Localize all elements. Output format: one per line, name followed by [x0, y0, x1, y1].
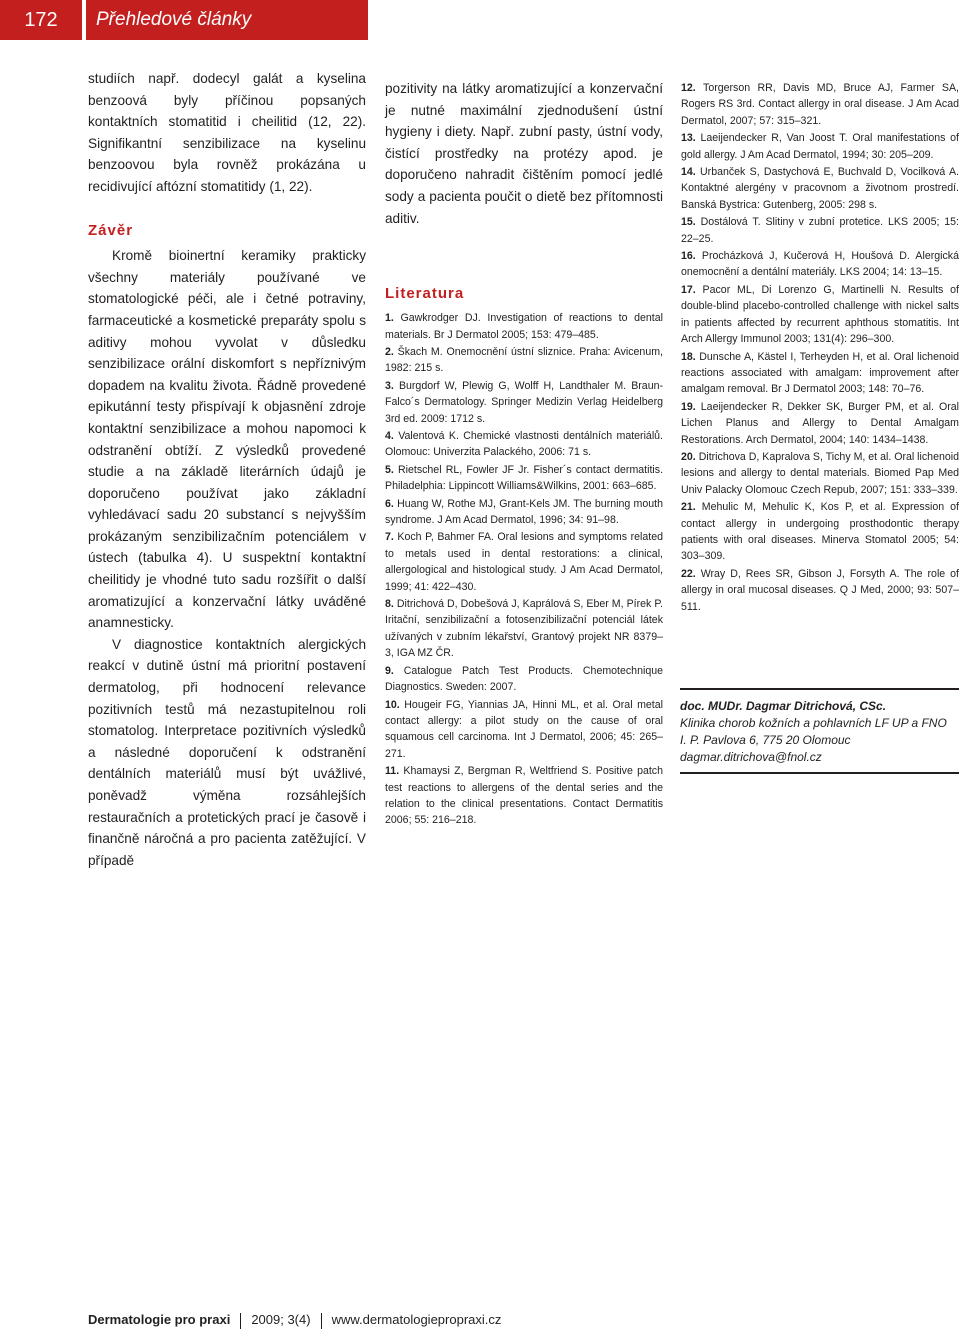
reference-number: 14. [681, 166, 701, 179]
reference-text: Catalogue Patch Test Products. Chemotechnique Diagnostics. Sweden: 2007. [385, 664, 663, 694]
journal-url[interactable]: www.dermatologiepropraxi.cz [331, 1312, 502, 1327]
footer-divider [240, 1313, 241, 1329]
reference-item [681, 130, 959, 163]
reference-item [385, 496, 663, 529]
reference-item [385, 428, 663, 461]
reference-number: 6. [385, 497, 398, 510]
reference-text: Laeijendecker R, Dekker SK, Burger PM, et al. Oral Lichen Planus and Allergy to Dental Amalgam Restorations. Arch Dermatol, 2004; 140: 1434–1438. [681, 400, 960, 446]
reference-text: Khamaysi Z, Bergman R, Weltfriend S. Positive patch test reactions to allergens of the dental series and the relation to the clinical presentations. Contact Dermatitis 2006; 55: 216–218. [385, 765, 663, 827]
reference-number: 9. [385, 664, 404, 677]
issue-info: 2009; 3(4) [251, 1312, 311, 1327]
page-number: 172 [0, 0, 82, 40]
conclusion-paragraph-1: Kromě bioinertní keramiky prakticky všechny materiály používané ve stomatologické péči, ale i četné potraviny, farmaceutické a kosmetické preparáty spolu s aditivy mohou vyvolat v důsledku senzibilizace orální diskomfort s nepříznivým dopadem na kvalitu života. Řádně provedené epikutánní testy přispívají k objasnění zdroje kontaktní senzibilizace a mohou napomoci k odstranění obtíží. Z výsledků provedené studie a na základě literárních údajů je doporučeno používat jako základní vyhledávací sadu 20 substancí s nejvyšším prokázaným senzibilizačním potenciálem v ústech (tabulka 4). U suspektní kontaktní cheilitidy je vhodné tuto sadu rozšířit o další aromatizující a konzervační látky uváděné anamnesticky. [88, 248, 366, 631]
reference-text: Škach M. Onemocnění ústní sliznice. Praha: Avicenum, 1982: 215 s. [385, 345, 663, 375]
reference-list-part-2 [681, 80, 959, 615]
reference-number: 5. [385, 463, 398, 476]
reference-item [681, 566, 959, 615]
page-footer [88, 1312, 501, 1329]
conclusion-heading: Závěr [88, 221, 134, 239]
reference-number: 4. [385, 430, 399, 442]
author-email[interactable]: dagmar.ditrichova@fnol.cz [680, 750, 822, 764]
reference-number: 17. [681, 283, 703, 296]
reference-text: Burgdorf W, Plewig G, Wolff H, Landthaler M. Braun-Falco´s Dermatology. Springer Medizin Verlag Heidelberg 3rd ed. 2009: 1712 s. [385, 379, 664, 425]
reference-number: 2. [385, 345, 398, 358]
reference-text: Procházková J, Kučerová H, Houšová D. Alergická onemocnění a dentální materiály. LKS 2004; 14: 13–15. [681, 250, 960, 279]
reference-item [681, 282, 959, 348]
author-affiliation: Klinika chorob kožních a pohlavních LF UP a FNO [680, 716, 947, 730]
reference-text: Dunsche A, Kästel I, Terheyden H, et al. Oral lichenoid reactions associated with amalgam: improvement after amalgam removal. Br J Dermatol 2003; 148: 70–76. [681, 350, 959, 396]
reference-number: 13. [681, 132, 701, 145]
reference-item [385, 310, 663, 343]
reference-item [681, 214, 959, 247]
author-name: doc. MUDr. Dagmar Ditrichová, CSc. [680, 699, 887, 713]
continued-paragraph: pozitivity na látky aromatizující a konzervační je nutné maximální zjednodušení ústní hygieny i diety. Např. zubní pasty, ústní vody, čistící prostředky na protézy apod. je doporučeno nahradit čištěním pomocí jedlé sody a pacienta poučit o dietě bez přítomnosti aditiv. [385, 81, 663, 226]
reference-number: 7. [385, 531, 398, 544]
reference-number: 10. [385, 698, 405, 711]
reference-item [681, 349, 959, 398]
journal-name: Dermatologie pro praxi [88, 1312, 231, 1327]
reference-item [385, 663, 663, 696]
reference-number: 18. [681, 350, 700, 363]
reference-text: Urbanček S, Dastychová E, Buchvald D, Vocilková A. Kontaktné alergény v pracovnom a životnom prostredí. Banská Bystrica: Gutenberg, 2005: 298 s. [681, 166, 960, 211]
author-address: I. P. Pavlova 6, 775 20 Olomouc [680, 733, 851, 747]
reference-item [385, 529, 663, 595]
intro-paragraph: studiích např. dodecyl galát a kyselina benzoová byly příčinou popsaných kontaktních stomatitid i cheilitid (12, 22). Signifikantní senzibilizace na kyselinu benzoovou byla rovněž prokázána u recidivující aftózní stomatitidy (1, 22). [88, 71, 366, 194]
reference-item [385, 697, 663, 763]
reference-number: 11. [385, 765, 404, 778]
reference-item [385, 462, 663, 495]
author-block [680, 688, 959, 774]
reference-number: 16. [681, 250, 702, 263]
section-title: Přehledové články [86, 0, 368, 40]
reference-item [681, 449, 959, 498]
reference-item [681, 248, 959, 281]
reference-text: Rietschel RL, Fowler JF Jr. Fisher´s contact dermatitis. Philadelphia: Lippincott Williams&Wilkins, 2001: 663–685. [385, 463, 664, 493]
reference-text: Laeijendecker R, Van Joost T. Oral manifestations of gold allergy. J Am Acad Dermatol, 1994; 30: 205–209. [681, 132, 960, 161]
reference-text: Ditrichova D, Kapralova S, Tichy M, et al. Oral lichenoid lesions and allergy to dental materials. Biomed Pap Med Univ Palacky Olomouc Czech Repub, 2007; 151: 333–339. [681, 450, 959, 496]
reference-text: Wray D, Rees SR, Gibson J, Forsyth A. The role of allergy in oral mucosal diseases. Q J Med, 2000; 93: 507–511. [681, 567, 959, 613]
references-heading: Literatura [385, 285, 465, 303]
reference-item [385, 378, 663, 427]
reference-text: Valentová K. Chemické vlastnosti dentálních materiálů. Olomouc: Univerzita Palackého, 2006: 71 s. [385, 430, 664, 459]
reference-text: Huang W, Rothe MJ, Grant-Kels JM. The burning mouth syndrome. J Am Acad Dermatol, 1996; 34: 91–98. [385, 497, 663, 527]
reference-item [385, 344, 663, 377]
reference-text: Hougeir FG, Yiannias JA, Hinni ML, et al. Oral metal contact allergy: a pilot study on the cause of oral squamous cell carcinoma. Int J Dermatol, 2006; 45: 265–271. [385, 698, 663, 760]
column-middle [385, 78, 663, 830]
column-right [681, 80, 959, 616]
reference-number: 1. [385, 312, 401, 325]
reference-number: 15. [681, 216, 701, 229]
reference-number: 21. [681, 501, 702, 514]
reference-item [681, 499, 959, 565]
reference-text: Gawkrodger DJ. Investigation of reactions to dental materials. Br J Dermatol 2005; 153: 479–485. [385, 312, 663, 341]
reference-list-part-1 [385, 310, 663, 829]
reference-text: Pacor ML, Di Lorenzo G, Martinelli N. Results of double-blind placebo-controlled challenge with nickel salts in patients affected by recurrent aphthous stomatitis. Int Arch Allergy Immunol 2003; 131(4): 296–300. [681, 283, 959, 346]
reference-number: 20. [681, 450, 699, 463]
reference-text: Mehulic M, Mehulic K, Kos P, et al. Expression of contact allergy in undergoing prosthodontic therapy patients with oral diseases. Minerva Stomatol 2005; 54: 303–309. [681, 501, 960, 563]
reference-item [681, 80, 959, 129]
reference-item [385, 763, 663, 829]
reference-number: 22. [681, 567, 701, 580]
reference-text: Koch P, Bahmer FA. Oral lesions and symptoms related to metals used in dental restorations: a clinical, allergological and histological study. J Am Acad Dermatol, 1999; 41: 422–430. [385, 531, 663, 593]
footer-divider [321, 1313, 322, 1329]
reference-number: 8. [385, 598, 397, 611]
reference-number: 12. [681, 82, 704, 94]
reference-item [681, 164, 959, 213]
reference-text: Torgerson RR, Davis MD, Bruce AJ, Farmer SA, Rogers RS 3rd. Contact allergy in oral disease. J Am Acad Dermatol, 2007; 57: 315–321. [681, 82, 960, 127]
reference-number: 19. [681, 400, 701, 413]
reference-number: 3. [385, 379, 399, 392]
reference-item [681, 399, 959, 448]
reference-text: Ditrichová D, Dobešová J, Kaprálová S, Eber M, Pírek P. Iritační, senzibilizační a fotosenzibilizační potenciál látek užívaných v zubním lékařství, Grantový projekt NR 8379–3, IGA MZ ČR. [385, 598, 663, 660]
reference-text: Dostálová T. Slitiny v zubní protetice. LKS 2005; 15: 22–25. [681, 216, 959, 245]
reference-item [385, 596, 663, 662]
conclusion-paragraph-2: V diagnostice kontaktních alergických reakcí v dutině ústní má prioritní postavení dermatolog, při hodnocení relevance pozitivních testů má nezastupitelnou roli stomatolog. Interpretace pozitivních výsledků a následné doporučení k odstranění dentálních materiálů musí být uvážlivé, poněvadž výměna rozsáhlejších restauračních a protetických prací je časově i finančně náročná a pro pacienta zatěžující. V případě [88, 636, 366, 868]
column-left [88, 68, 366, 871]
page-header [0, 0, 960, 40]
